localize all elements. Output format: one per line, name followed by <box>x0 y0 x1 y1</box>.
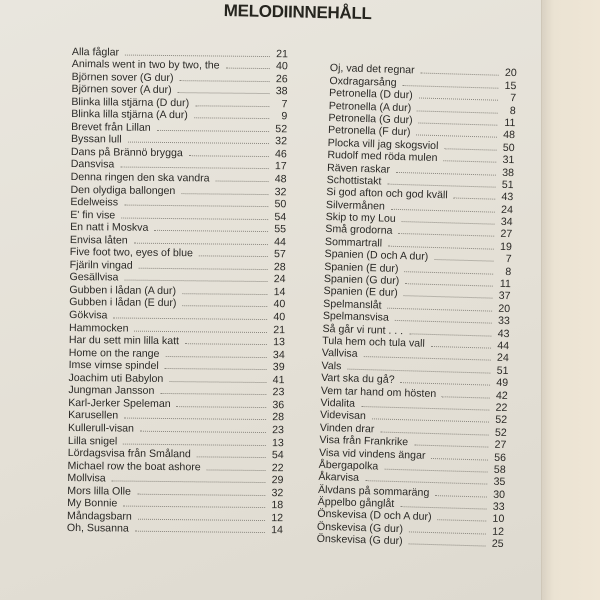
song-title: Vem tar hand om hösten <box>320 384 437 400</box>
song-title: Edelweiss <box>70 196 119 209</box>
song-title: Oh, Susanna <box>66 522 129 535</box>
page-number: 7 <box>505 253 512 266</box>
song-title: Karl-Jerker Speleman <box>68 396 171 410</box>
song-title: Lördagsvisa från Småland <box>67 447 191 461</box>
dot-leader <box>178 92 270 94</box>
dot-leader <box>403 85 499 89</box>
page-number: 8 <box>509 104 516 117</box>
song-title: Åbergapolka <box>318 458 379 473</box>
song-title: Önskevisa (D och A dur) <box>317 508 432 524</box>
song-title: Spelmansvisa <box>322 310 389 324</box>
dot-leader <box>434 259 493 262</box>
dot-leader <box>157 130 270 132</box>
page-number: 15 <box>504 79 517 92</box>
toc-entry <box>67 522 283 537</box>
song-title: Vart ska du gå? <box>321 372 395 387</box>
page-number: 22 <box>495 401 508 415</box>
page-number: 29 <box>271 474 284 487</box>
dot-leader <box>404 296 493 299</box>
dot-leader <box>387 308 492 312</box>
dot-leader <box>123 506 265 508</box>
page-number: 55 <box>274 223 287 236</box>
dot-leader <box>398 233 494 237</box>
song-title: Petronella (G dur) <box>328 111 413 127</box>
dot-leader <box>404 271 493 274</box>
song-title: Jungman Jansson <box>68 384 155 398</box>
next-page-edge <box>541 0 600 600</box>
page-number: 48 <box>503 129 516 142</box>
page-number: 57 <box>273 248 286 261</box>
song-title: Kullerull-visan <box>67 421 135 435</box>
page-number: 51 <box>501 178 514 192</box>
song-title: Sommartrall <box>324 235 383 250</box>
dot-leader <box>431 346 491 349</box>
dot-leader <box>416 135 497 138</box>
dot-leader <box>380 431 488 435</box>
dot-leader <box>444 148 496 150</box>
page-number: 24 <box>496 352 509 365</box>
page-number: 27 <box>500 228 513 241</box>
song-title: Den olydiga ballongen <box>70 183 176 197</box>
dot-leader <box>443 160 496 162</box>
page-number: 54 <box>274 210 287 223</box>
dot-leader <box>165 356 266 358</box>
dot-leader <box>125 54 270 57</box>
song-title: Tula hem och tula vall <box>322 334 425 350</box>
song-title: My Bonnie <box>67 497 118 510</box>
dot-leader <box>179 80 269 82</box>
dot-leader <box>400 382 490 386</box>
page-number: 22 <box>271 461 284 474</box>
page-number: 51 <box>496 364 509 377</box>
song-title: Gubben i lådan (E dur) <box>69 296 177 310</box>
dot-leader <box>409 531 486 534</box>
song-title: Gubben i lådan (A dur) <box>69 283 177 298</box>
song-title: Michael row the boat ashore <box>67 459 201 473</box>
page-number: 7 <box>509 92 517 105</box>
song-title: Spanien (E dur) <box>324 260 399 275</box>
page-number: 41 <box>272 373 285 387</box>
song-title: Spanien (D och A dur) <box>324 248 429 264</box>
dot-leader <box>121 217 268 220</box>
dot-leader <box>402 221 495 225</box>
page-number: 8 <box>505 265 512 278</box>
song-title: Har du sett min lilla katt <box>68 334 180 348</box>
page-number: 7 <box>281 97 288 110</box>
dot-leader <box>177 406 267 408</box>
page-number: 25 <box>491 537 504 551</box>
song-title: Rudolf med röda mulen <box>327 149 438 165</box>
dot-leader <box>409 333 491 336</box>
song-title: Plocka vill jag skogsviol <box>327 136 439 152</box>
page-number: 27 <box>494 438 507 452</box>
page-number: 33 <box>497 314 510 328</box>
song-title: Imse vimse spindel <box>68 359 159 373</box>
page-number: 52 <box>275 122 288 136</box>
song-title: Dansvisa <box>70 158 115 171</box>
page-number: 34 <box>500 215 513 229</box>
song-title: Spelmanslåt <box>323 297 382 312</box>
dot-leader <box>431 457 488 460</box>
dot-leader <box>442 396 490 398</box>
dot-leader <box>124 418 266 420</box>
song-title: Fjäriln vingad <box>69 258 133 272</box>
dot-leader <box>387 184 495 188</box>
page-number: 32 <box>274 185 287 198</box>
page-number: 38 <box>502 166 515 179</box>
song-title: Räven raskar <box>326 161 391 176</box>
dot-leader <box>199 256 268 258</box>
dot-leader <box>123 443 266 445</box>
dot-leader <box>414 445 488 448</box>
page-title: MELODIINNEHÅLL <box>223 1 372 24</box>
page-number: 40 <box>275 60 288 73</box>
song-title: Spanien (E dur) <box>323 285 398 300</box>
song-title: Envisa låten <box>69 233 128 247</box>
dot-leader <box>165 368 267 370</box>
dot-leader <box>405 283 493 286</box>
dot-leader <box>134 242 268 244</box>
song-title: Blinka lilla stjärna (D dur) <box>71 95 190 109</box>
song-title: Byssan lull <box>70 133 122 146</box>
page-number: 42 <box>495 389 508 402</box>
page-number: 36 <box>272 398 285 412</box>
song-title: Si god afton och god kväll <box>326 186 448 202</box>
dot-leader <box>396 171 496 175</box>
dot-leader <box>112 481 266 484</box>
page-number: 23 <box>272 386 285 399</box>
dot-leader <box>169 381 266 383</box>
page-number: 28 <box>272 411 285 424</box>
page-number: 26 <box>275 72 288 85</box>
page-number: 10 <box>492 513 505 526</box>
page-number: 18 <box>271 499 284 512</box>
page-number: 9 <box>281 110 288 123</box>
page-number: 23 <box>272 424 285 437</box>
dot-leader <box>197 456 266 458</box>
page-number: 12 <box>271 511 284 525</box>
page-number: 12 <box>491 525 505 538</box>
page-number: 34 <box>272 348 285 361</box>
dot-leader <box>181 193 268 195</box>
song-title: Mollvisa <box>67 472 106 485</box>
song-title: Älvdans på sommaräng <box>317 483 430 499</box>
song-title: Karusellen <box>68 409 119 422</box>
song-title: Alla fåglar <box>71 45 120 59</box>
dot-leader <box>454 198 496 200</box>
page-number: 38 <box>275 85 288 98</box>
dot-leader <box>400 506 486 509</box>
page-number: 11 <box>504 116 516 130</box>
song-title: Lilla snigel <box>67 434 118 447</box>
page-number: 14 <box>271 524 283 537</box>
song-title: E' fin vise <box>70 208 116 222</box>
song-title: Visa från Frankrike <box>319 433 409 449</box>
page-number: 44 <box>497 339 510 353</box>
song-title: Silvermånen <box>325 198 386 213</box>
page-number: 48 <box>274 173 287 186</box>
page-number: 43 <box>501 191 514 204</box>
song-title: Små grodorna <box>325 223 393 238</box>
page-number: 14 <box>273 286 286 299</box>
page-number: 28 <box>273 260 286 274</box>
page-number: 11 <box>499 277 512 291</box>
page-number: 52 <box>495 414 508 427</box>
page-number: 33 <box>492 500 505 514</box>
song-title: Björnen sover (G dur) <box>71 70 174 84</box>
dot-leader <box>137 493 265 495</box>
song-title: Gesällvisa <box>69 271 119 284</box>
song-title: Petronella (A dur) <box>328 99 412 114</box>
toc-right-column <box>317 62 517 550</box>
dot-leader <box>420 73 498 76</box>
page-number: 17 <box>274 160 287 173</box>
page-number: 35 <box>493 476 506 489</box>
song-title: Hammocken <box>68 321 129 335</box>
page-number: 39 <box>272 361 285 374</box>
song-title: Brevet från Lillan <box>71 120 151 134</box>
page-number: 54 <box>271 449 284 462</box>
song-title: Mors lilla Olle <box>67 484 131 498</box>
dot-leader <box>124 205 268 208</box>
page-number: 40 <box>273 311 286 324</box>
song-title: Vidalita <box>320 396 356 410</box>
dot-leader <box>128 142 269 144</box>
page-number: 31 <box>502 153 515 167</box>
dot-leader <box>120 167 268 170</box>
page-number: 52 <box>494 426 507 439</box>
dot-leader <box>185 343 267 345</box>
page-number: 43 <box>497 327 510 340</box>
song-title: En natt i Moskva <box>70 221 149 235</box>
dot-leader <box>226 68 270 69</box>
song-title: Önskevisa (G dur) <box>316 533 403 548</box>
page-number: 21 <box>273 323 286 336</box>
dot-leader <box>160 393 266 395</box>
page-number: 49 <box>496 376 509 390</box>
page-number: 30 <box>493 488 506 501</box>
dot-leader <box>113 317 267 320</box>
song-title: Animals went in two by two, the <box>71 58 220 72</box>
song-title: Home on the range <box>68 346 160 360</box>
page-number: 24 <box>500 203 514 216</box>
page-number: 32 <box>275 135 288 148</box>
song-title: Denna ringen den ska vandra <box>70 171 210 185</box>
toc-left-column <box>67 45 288 537</box>
page-number: 19 <box>499 240 513 254</box>
page-number: 20 <box>504 67 517 80</box>
song-title: Petronella (D dur) <box>328 87 413 102</box>
dot-leader <box>124 280 267 282</box>
page-number: 13 <box>273 336 285 349</box>
dot-leader <box>384 469 487 473</box>
song-title: Videvisan <box>319 409 367 423</box>
song-title: Schottistakt <box>326 173 382 188</box>
song-title: Måndagsbarn <box>67 509 132 523</box>
song-title: Gökvisa <box>69 309 108 322</box>
page-number: 37 <box>498 290 511 303</box>
song-title: Oxdragarsång <box>329 74 397 89</box>
dot-leader <box>189 155 269 157</box>
dot-leader <box>140 431 266 433</box>
dot-leader <box>435 495 487 497</box>
page-number: 32 <box>271 486 284 499</box>
dot-leader <box>417 110 498 113</box>
dot-leader <box>182 293 267 295</box>
song-title: Blinka lilla stjärna (A dur) <box>71 108 188 122</box>
page-number: 44 <box>274 235 287 249</box>
dot-leader <box>134 330 267 332</box>
dot-leader <box>391 208 495 212</box>
song-title: Visa vid vindens ängar <box>318 446 426 462</box>
song-title: Oj, vad det regnar <box>329 62 415 77</box>
song-title: Vals <box>321 359 342 373</box>
page-number: 24 <box>273 273 286 286</box>
dot-leader <box>409 544 486 547</box>
song-title: Vinden drar <box>319 421 375 436</box>
dot-leader <box>135 531 265 533</box>
song-title: Five foot two, eyes of blue <box>69 246 193 260</box>
dot-leader <box>138 518 265 520</box>
dot-leader <box>139 268 268 270</box>
page-number: 40 <box>273 298 286 311</box>
song-title: Önskevisa (G dur) <box>316 520 404 536</box>
page-number: 20 <box>498 302 511 315</box>
dot-leader <box>194 118 269 120</box>
dot-leader <box>154 230 268 232</box>
dot-leader <box>207 469 266 471</box>
dot-leader <box>182 306 267 308</box>
dot-leader <box>419 98 498 101</box>
dot-leader <box>388 246 494 250</box>
song-title: Björnen sover (A dur) <box>71 83 172 97</box>
song-title: Dans på Brännö brygga <box>70 145 183 160</box>
song-title: Vallvisa <box>321 347 358 361</box>
page-number: 58 <box>493 463 506 476</box>
page-number: 13 <box>271 436 284 449</box>
page-number: 21 <box>276 47 288 60</box>
dot-leader <box>216 181 269 183</box>
song-title: Äppelbo gånglåt <box>317 495 395 511</box>
dot-leader <box>437 520 486 522</box>
page-number: 50 <box>274 198 287 211</box>
dot-leader <box>419 122 498 125</box>
page-number: 56 <box>494 451 507 464</box>
song-title: Så går vi runt . . . <box>322 322 404 337</box>
song-title: Petronella (F dur) <box>327 124 411 139</box>
page-number: 46 <box>275 148 287 161</box>
dot-leader <box>195 105 269 107</box>
page-number: 50 <box>502 141 515 154</box>
song-title: Skip to my Lou <box>325 211 396 225</box>
song-title: Åkarvisa <box>318 471 360 485</box>
song-title: Joachim uti Babylon <box>68 371 164 385</box>
song-title: Spanien (G dur) <box>323 272 400 288</box>
dot-leader <box>395 320 492 324</box>
